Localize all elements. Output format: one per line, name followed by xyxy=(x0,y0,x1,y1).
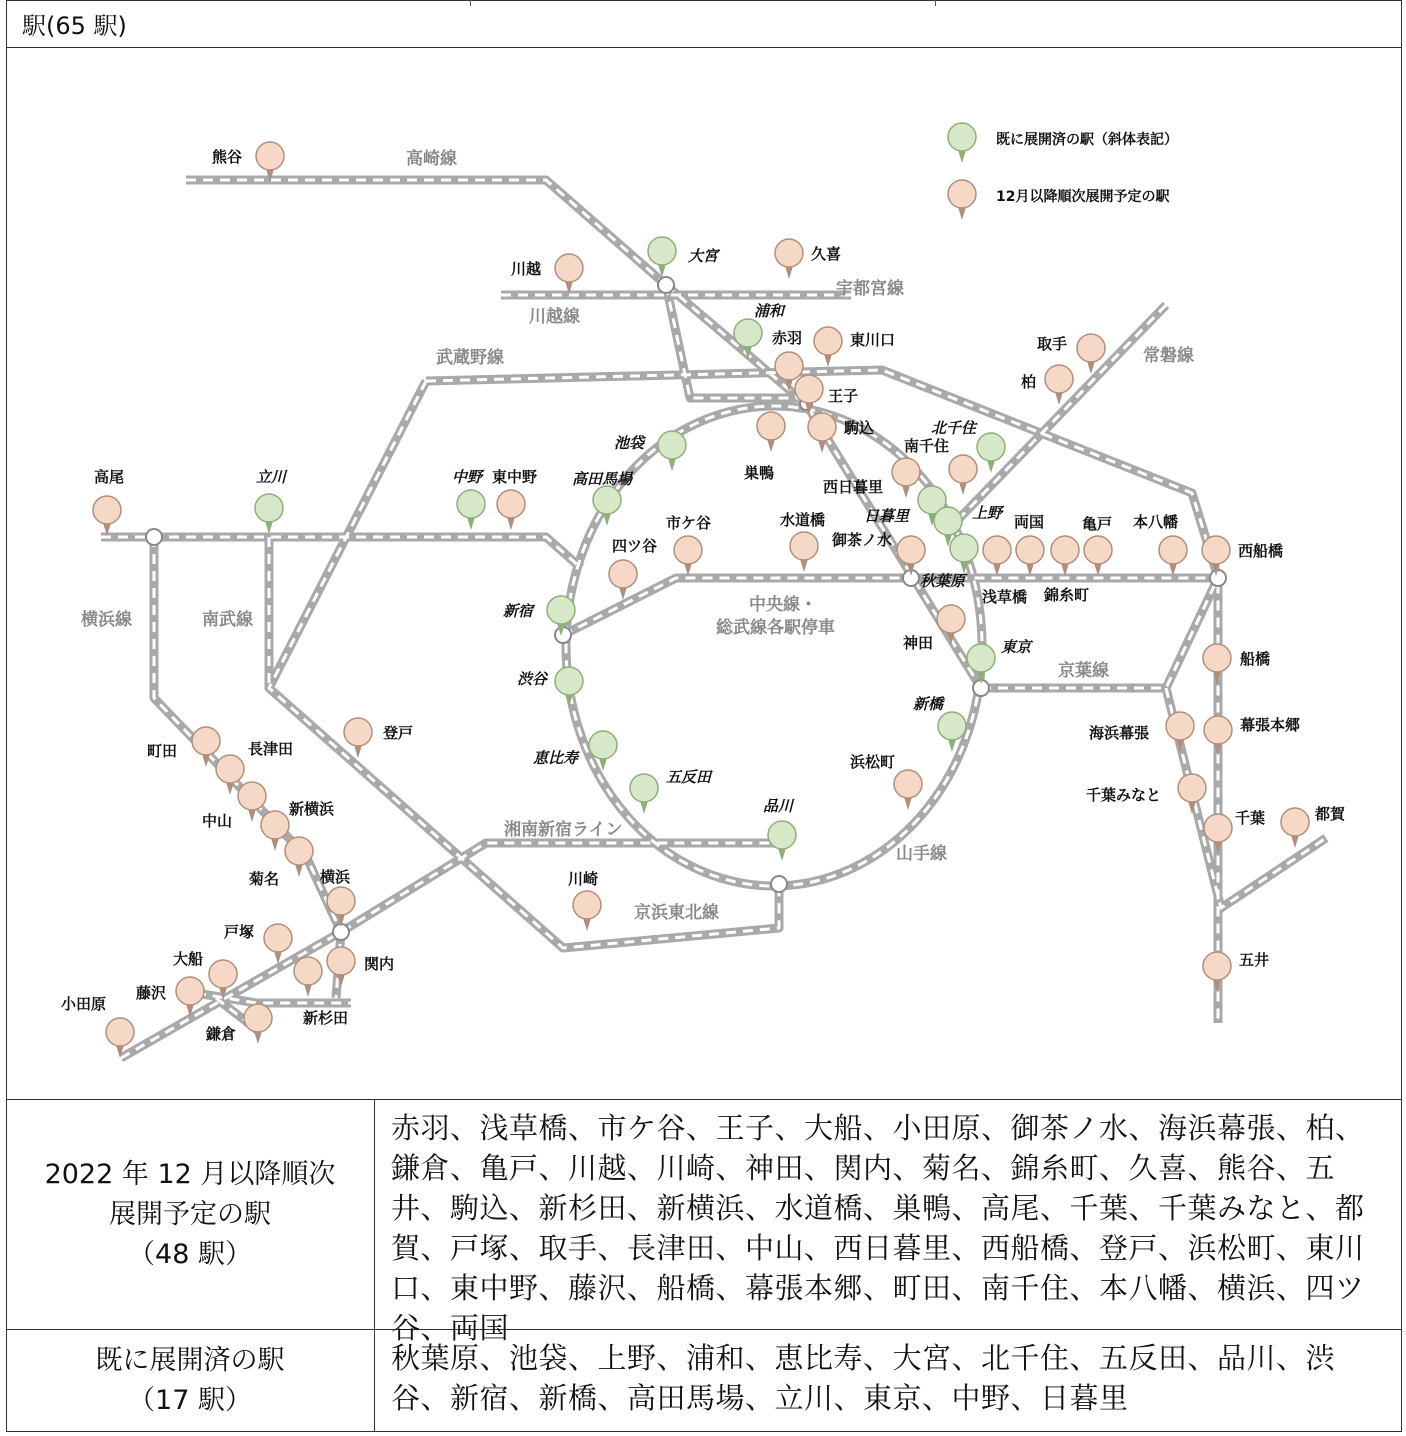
line-label-chuo-2: 総武線各駅停車 xyxy=(716,618,835,638)
table-row-deployed xyxy=(6,1330,1402,1432)
station-label-takao: 高尾 xyxy=(94,468,125,486)
station-pin-goi xyxy=(1203,952,1231,992)
station-pin-noborito xyxy=(344,718,372,758)
planned-label-cell xyxy=(6,1100,375,1329)
deployed-label-count: （17 駅） xyxy=(128,1385,252,1416)
station-label-ebisu: 恵比寿 xyxy=(533,749,579,767)
station-label-yotsuya: 四ツ谷 xyxy=(612,537,658,555)
station-pin-kaihimmakuhari xyxy=(1166,712,1194,752)
deployed-label-cell xyxy=(6,1330,375,1432)
station-label-nagatsuta: 長津田 xyxy=(248,740,294,758)
legend-planned-label: 12月以降順次展開予定の駅 xyxy=(996,189,1170,205)
station-pin-ryogoku xyxy=(1016,536,1044,576)
station-label-urawa: 浦和 xyxy=(754,302,785,320)
station-pin-minamisenju xyxy=(949,455,977,495)
station-label-nippori: 日暮里 xyxy=(864,507,910,525)
line-label-musashino: 武蔵野線 xyxy=(436,348,504,368)
station-pin-kinshicho xyxy=(1051,536,1079,576)
station-label-minamisenju: 南千住 xyxy=(904,437,950,455)
station-pin-kuki xyxy=(775,239,803,279)
station-pin-toga xyxy=(1281,808,1309,848)
station-label-shinyokohama: 新横浜 xyxy=(289,800,335,818)
station-label-kawagoe: 川越 xyxy=(511,260,542,278)
station-label-shinagawa: 品川 xyxy=(763,797,794,815)
station-pin-tachikawa xyxy=(255,494,283,534)
station-pin-chibaminato xyxy=(1178,774,1206,814)
station-label-kannai: 関内 xyxy=(364,955,395,973)
station-label-funabashi: 船橋 xyxy=(1240,650,1271,668)
station-label-ochanomizu: 御茶ノ水 xyxy=(832,531,893,549)
deployed-stations-list: 秋葉原、池袋、上野、浦和、恵比寿、大宮、北千住、五反田、品川、渋谷、新宿、新橋、高田馬場、立川、東京、中野、日暮里 xyxy=(391,1341,1336,1415)
station-label-chibaminato: 千葉みなと xyxy=(1086,786,1162,804)
station-pin-kawagoe xyxy=(555,254,583,294)
station-label-toride: 取手 xyxy=(1037,335,1068,353)
station-label-goi: 五井 xyxy=(1239,951,1270,969)
station-label-ofuna: 大船 xyxy=(173,950,204,968)
legend-planned-pin-icon xyxy=(948,180,976,220)
station-label-higashinakano: 東中野 xyxy=(492,468,538,486)
planned-label-line: 2022 年 12 月以降順次 xyxy=(44,1158,336,1190)
station-label-omiya: 大宮 xyxy=(688,247,719,265)
station-pin-higashinakano xyxy=(497,490,525,530)
station-pin-takao xyxy=(93,496,121,536)
legend-deployed-label: 既に展開済の駅（斜体表記） xyxy=(996,132,1178,148)
route-map-svg xyxy=(6,48,1402,1100)
station-pin-kamakura xyxy=(244,1004,272,1044)
line-label-yamanote: 山手線 xyxy=(896,844,947,864)
station-pin-kitasenju xyxy=(977,433,1005,473)
station-pin-asakusabashi xyxy=(983,536,1011,576)
station-label-kaihimmakuhari: 海浜幕張 xyxy=(1089,724,1150,742)
station-label-nakayama: 中山 xyxy=(202,812,233,830)
station-pin-nishifunabashi xyxy=(1202,536,1230,576)
station-pin-ichigaya xyxy=(674,536,702,576)
line-label-keihin: 京浜東北線 xyxy=(634,903,719,923)
station-label-kinshicho: 錦糸町 xyxy=(1044,586,1090,604)
station-label-noborito: 登戸 xyxy=(383,724,414,742)
planned-label-count: （48 駅） xyxy=(128,1238,252,1270)
station-pin-kanda xyxy=(937,605,965,645)
station-label-akabane: 赤羽 xyxy=(772,329,803,347)
station-label-kitasenju: 北千住 xyxy=(931,419,977,437)
station-pin-kameido xyxy=(1084,536,1112,576)
station-pin-ochanomizu xyxy=(897,536,925,576)
station-pin-hamamatsucho xyxy=(894,770,922,810)
line-label-keiyo: 京葉線 xyxy=(1058,661,1109,681)
line-label-joban: 常磐線 xyxy=(1143,346,1194,366)
station-label-fujisawa: 藤沢 xyxy=(136,984,167,1002)
deployed-label-line: 既に展開済の駅 xyxy=(95,1345,285,1376)
station-label-komagome: 駒込 xyxy=(844,419,875,437)
station-label-kikuna: 菊名 xyxy=(249,870,280,888)
station-pin-shinagawa xyxy=(768,821,796,861)
station-label-ueno: 上野 xyxy=(972,504,1003,522)
station-pin-sugamo xyxy=(757,412,785,452)
station-label-machida: 町田 xyxy=(147,742,178,760)
line-label-nambu: 南武線 xyxy=(202,610,253,630)
station-label-takadanobaba: 高田馬場 xyxy=(572,470,633,488)
line-label-yokohama: 横浜線 xyxy=(81,610,132,630)
line-label-kawagoe: 川越線 xyxy=(529,307,580,327)
station-pin-nakano xyxy=(457,490,485,530)
station-pin-kannai xyxy=(327,947,355,987)
station-label-nishinippori: 西日暮里 xyxy=(823,478,884,496)
station-label-ryogoku: 両国 xyxy=(1014,513,1045,531)
station-label-hamamatsucho: 浜松町 xyxy=(850,753,896,771)
station-label-shinsugita: 新杉田 xyxy=(303,1009,349,1027)
station-label-odawara: 小田原 xyxy=(61,995,107,1013)
station-label-totsuka: 戸塚 xyxy=(224,923,255,941)
station-label-kashiwa: 柏 xyxy=(1021,373,1037,391)
station-label-kuki: 久喜 xyxy=(811,245,842,263)
line-label-utsunomiya: 宇都宮線 xyxy=(836,279,904,299)
station-label-suidobashi: 水道橋 xyxy=(780,511,826,529)
station-pin-ikebukuro xyxy=(658,431,686,471)
line-label-shonan: 湘南新宿ライン xyxy=(504,820,623,840)
station-label-kameido: 亀戸 xyxy=(1082,515,1113,533)
station-label-kawasaki: 川崎 xyxy=(568,870,599,888)
section-title: 駅(65 駅) xyxy=(6,6,1402,48)
route-map xyxy=(6,48,1402,1100)
legend-deployed-pin-icon xyxy=(948,123,976,163)
station-label-kanda: 神田 xyxy=(903,634,934,652)
station-pin-makuharihongo xyxy=(1204,716,1232,756)
station-label-kamakura: 鎌倉 xyxy=(206,1025,237,1043)
line-label-takasaki: 高崎線 xyxy=(406,149,457,169)
station-pin-kawasaki xyxy=(573,891,601,931)
station-label-shimbashi: 新橋 xyxy=(913,695,944,713)
station-label-tachikawa: 立川 xyxy=(256,468,287,486)
planned-label-line: 展開予定の駅 xyxy=(109,1198,271,1230)
table-row-planned xyxy=(6,1100,1402,1345)
station-pin-urawa xyxy=(734,319,762,359)
station-pin-nishinippori xyxy=(892,458,920,498)
station-label-oji: 王子 xyxy=(828,387,859,405)
station-label-shibuya: 渋谷 xyxy=(517,670,548,688)
station-pin-gotanda xyxy=(630,774,658,814)
station-pin-shinyokohama xyxy=(261,811,289,851)
station-pin-shibuya xyxy=(555,667,583,707)
station-label-ikebukuro: 池袋 xyxy=(614,434,645,452)
line-label-chuo-1: 中央線・ xyxy=(749,595,817,615)
station-label-higashikawaguchi: 東川口 xyxy=(850,331,896,349)
station-label-makuharihongo: 幕張本郷 xyxy=(1240,716,1301,734)
station-pin-yotsuya xyxy=(609,560,637,600)
station-pin-motoyawata xyxy=(1159,536,1187,576)
station-label-asakusabashi: 浅草橋 xyxy=(982,588,1028,606)
station-pin-funabashi xyxy=(1203,644,1231,684)
station-pin-suidobashi xyxy=(790,532,818,572)
station-label-tokyo: 東京 xyxy=(1001,638,1032,656)
station-label-kumagaya: 熊谷 xyxy=(212,148,243,166)
station-label-gotanda: 五反田 xyxy=(666,768,712,786)
planned-stations-list: 赤羽、浅草橋、市ケ谷、王子、大船、小田原、御茶ノ水、海浜幕張、柏、鎌倉、亀戸、川越、川崎、神田、関内、菊名、錦糸町、久喜、熊谷、五井、駒込、新杉田、新横浜、水道橋、巣鴨、高尾、千葉、千葉みなと、都賀、戸塚、取手、長津田、中山、西日暮里、西船橋、登戸、浜松町、東川口、東中野、藤沢、船橋、幕張本郷、町田、南千住、本八幡、横浜、四ツ谷、両国 xyxy=(391,1111,1365,1345)
station-pin-higashikawaguchi xyxy=(814,327,842,367)
station-label-sugamo: 巣鴨 xyxy=(744,464,775,482)
station-label-nishifunabashi: 西船橋 xyxy=(1238,542,1284,560)
station-label-toga: 都賀 xyxy=(1315,805,1346,823)
station-pin-shinsugita xyxy=(294,957,322,997)
station-label-motoyawata: 本八幡 xyxy=(1133,513,1179,531)
station-label-ichigaya: 市ケ谷 xyxy=(666,514,712,532)
station-label-chiba: 千葉 xyxy=(1235,809,1266,827)
station-label-akihabara: 秋葉原 xyxy=(920,572,966,590)
station-label-nakano: 中野 xyxy=(452,468,483,486)
station-label-yokohama: 横浜 xyxy=(320,868,351,886)
station-label-shinjuku: 新宿 xyxy=(503,602,534,620)
deployed-labels xyxy=(256,247,1037,815)
